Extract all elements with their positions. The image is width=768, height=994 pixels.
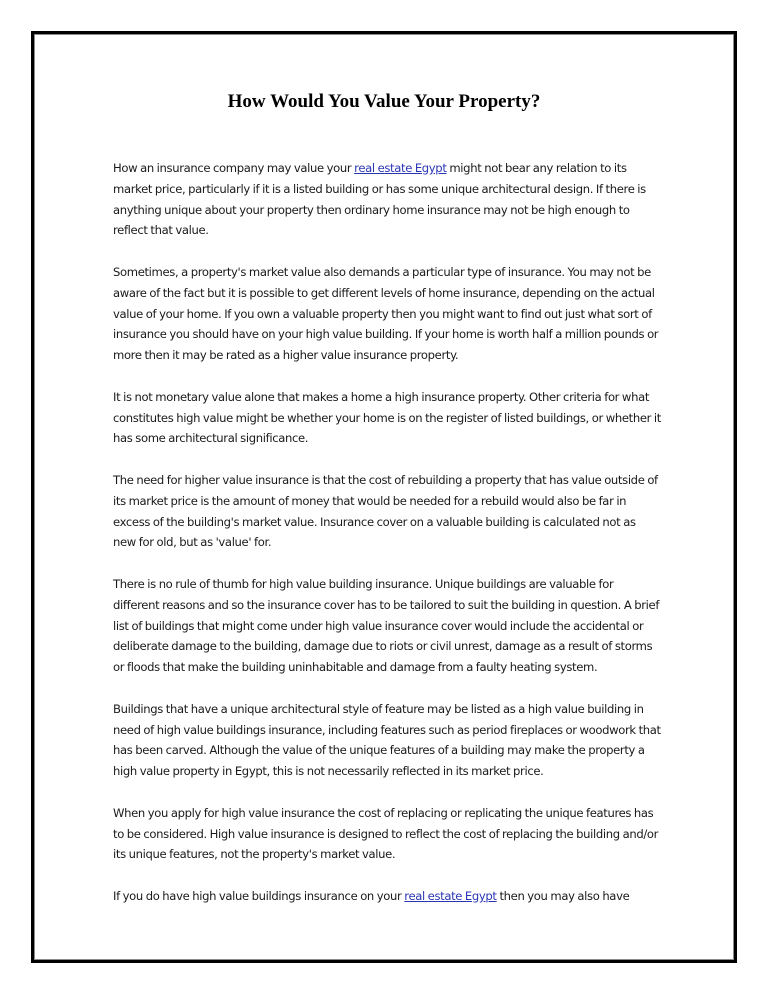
- paragraph-text: then you may also have: [496, 888, 630, 903]
- paragraph-5: There is no rule of thumb for high value building insurance. Unique buildings are valuable for different reasons and so the insurance cover has to be tailored to suit the building in question. A brief list of buildings that might come under high value insurance cover would include the accidental or deliberate damage to the building, damage due to riots or civil unrest, damage as a result of storms or floods that make the building uninhabitable and damage from a faulty heating system.: [113, 576, 660, 675]
- paragraph-3: It is not monetary value alone that makes a home a high insurance property. Other criteria for what constitutes high value might be whether your home is on the register of listed buildings, or whether it has some architectural significance.: [113, 389, 661, 446]
- document-title: How Would You Value Your Property?: [227, 91, 541, 112]
- paragraph-text: might not bear any relation to its market price, particularly if it is a listed building or has some unique architectural design. If there is anything unique about your property then ordinary home insurance may not be high enough to reflect that value.: [113, 161, 646, 238]
- paragraph-7: When you apply for high value insurance the cost of replacing or replicating the unique features has to be considered. High value insurance is designed to reflect the cost of replacing the building and/or its unique features, not the property's market value.: [113, 805, 659, 862]
- paragraph-4: The need for higher value insurance is that the cost of rebuilding a property that has value outside of its market price is the amount of money that would be needed for a rebuild would also be far in excess of the building's market value. Insurance cover on a valuable building is calculated not as new for old, but as 'value' for.: [113, 472, 658, 550]
- paragraph-text: If you do have high value buildings insurance on your: [113, 888, 405, 903]
- paragraph-text: How an insurance company may value your: [113, 161, 355, 175]
- paragraph-1: [113, 158, 661, 241]
- paragraph-6: Buildings that have a unique architectural style of feature may be listed as a high value building in need of high value buildings insurance, including features such as period fireplaces or woodwork that has been carved. Although the value of the unique features of a building may make the property a high value property in Egypt, this is not necessarily reflected in its market price.: [113, 701, 661, 779]
- real-estate-egypt-link[interactable]: real estate Egypt: [404, 888, 497, 903]
- paragraph-2: Sometimes, a property's market value also demands a particular type of insurance. You may not be aware of the fact but it is possible to get different levels of home insurance, depending on the actual value of your home. If you own a valuable property then you might want to find out just what sort of insurance you should have on your high value building. If your home is worth half a million pounds or more then it may be rated as a higher value insurance property.: [113, 264, 659, 363]
- real-estate-egypt-link[interactable]: real estate Egypt: [354, 161, 447, 175]
- paragraph-8: [113, 886, 661, 907]
- document-body: [113, 158, 661, 927]
